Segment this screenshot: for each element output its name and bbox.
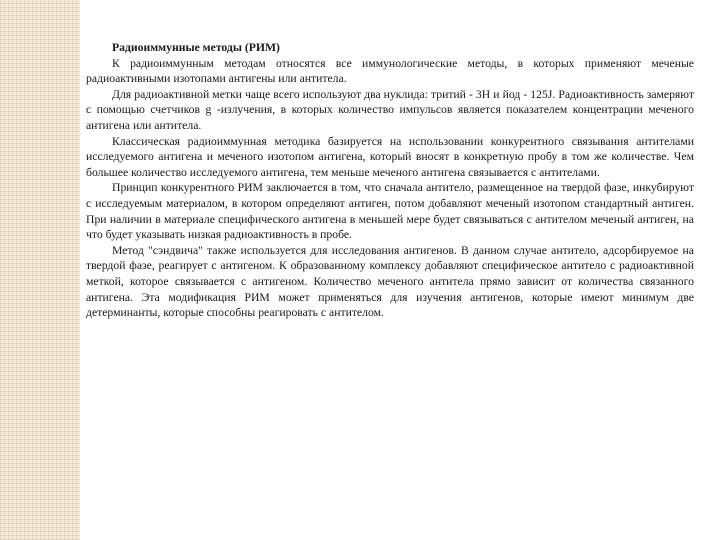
paragraph-classic-method: Классическая радиоиммунная методика базируется на использовании конкурентного связывания антителами исследуемого антигена и меченого изотопом антигена, который вносят в конкретную пробу в том же количестве. Чем большее количество исследуемого антигена, тем меньше меченого антигена связывается с антителами.	[86, 134, 694, 179]
slide-content	[86, 40, 694, 321]
slide-title: Радиоиммунные методы (РИМ)	[112, 41, 280, 54]
paragraph-sandwich-method: Метод "сэндвича" также используется для исследования антигенов. В данном случае антитело, адсорбируемое на твердой фазе, реагирует с антигеном. К образованному комплексу добавляют специфическое антитело с радиоактивной меткой, которое связывается с антигеном. Количество меченого антитела прямо зависит от количества связанного антигена. Эта модификация РИМ может применяться для изучения антигенов, которые имеют минимум две детерминанты, которые способны реагировать с антителом.	[86, 243, 694, 320]
paragraph-nuclides: Для радиоактивной метки чаще всего используют два нуклида: тритий - 3Н и йод - 125J. Радиоактивность замеряют с помощью счетчиков g -излучения, в которых количество импульсов является показателем концентрации меченого антигена или антитела.	[86, 87, 694, 132]
paragraph-definition: К радиоиммунным методам относятся все иммунологические методы, в которых применяют меченые радиоактивными изотопами антигены или антитела.	[86, 56, 694, 86]
decorative-side-band	[0, 0, 80, 540]
paragraph-competitive-rim: Принцип конкурентного РИМ заключается в том, что сначала антитело, размещенное на твердой фазе, инкубируют с исследуемым материалом, в котором определяют антиген, потом добавляют меченый изотопом стандартный антиген. При наличии в материале специфического антигена в меньшей мере будет связываться с антителом меченый антиген, на что будет указывать низкая радиоактивность в пробе.	[86, 181, 694, 242]
